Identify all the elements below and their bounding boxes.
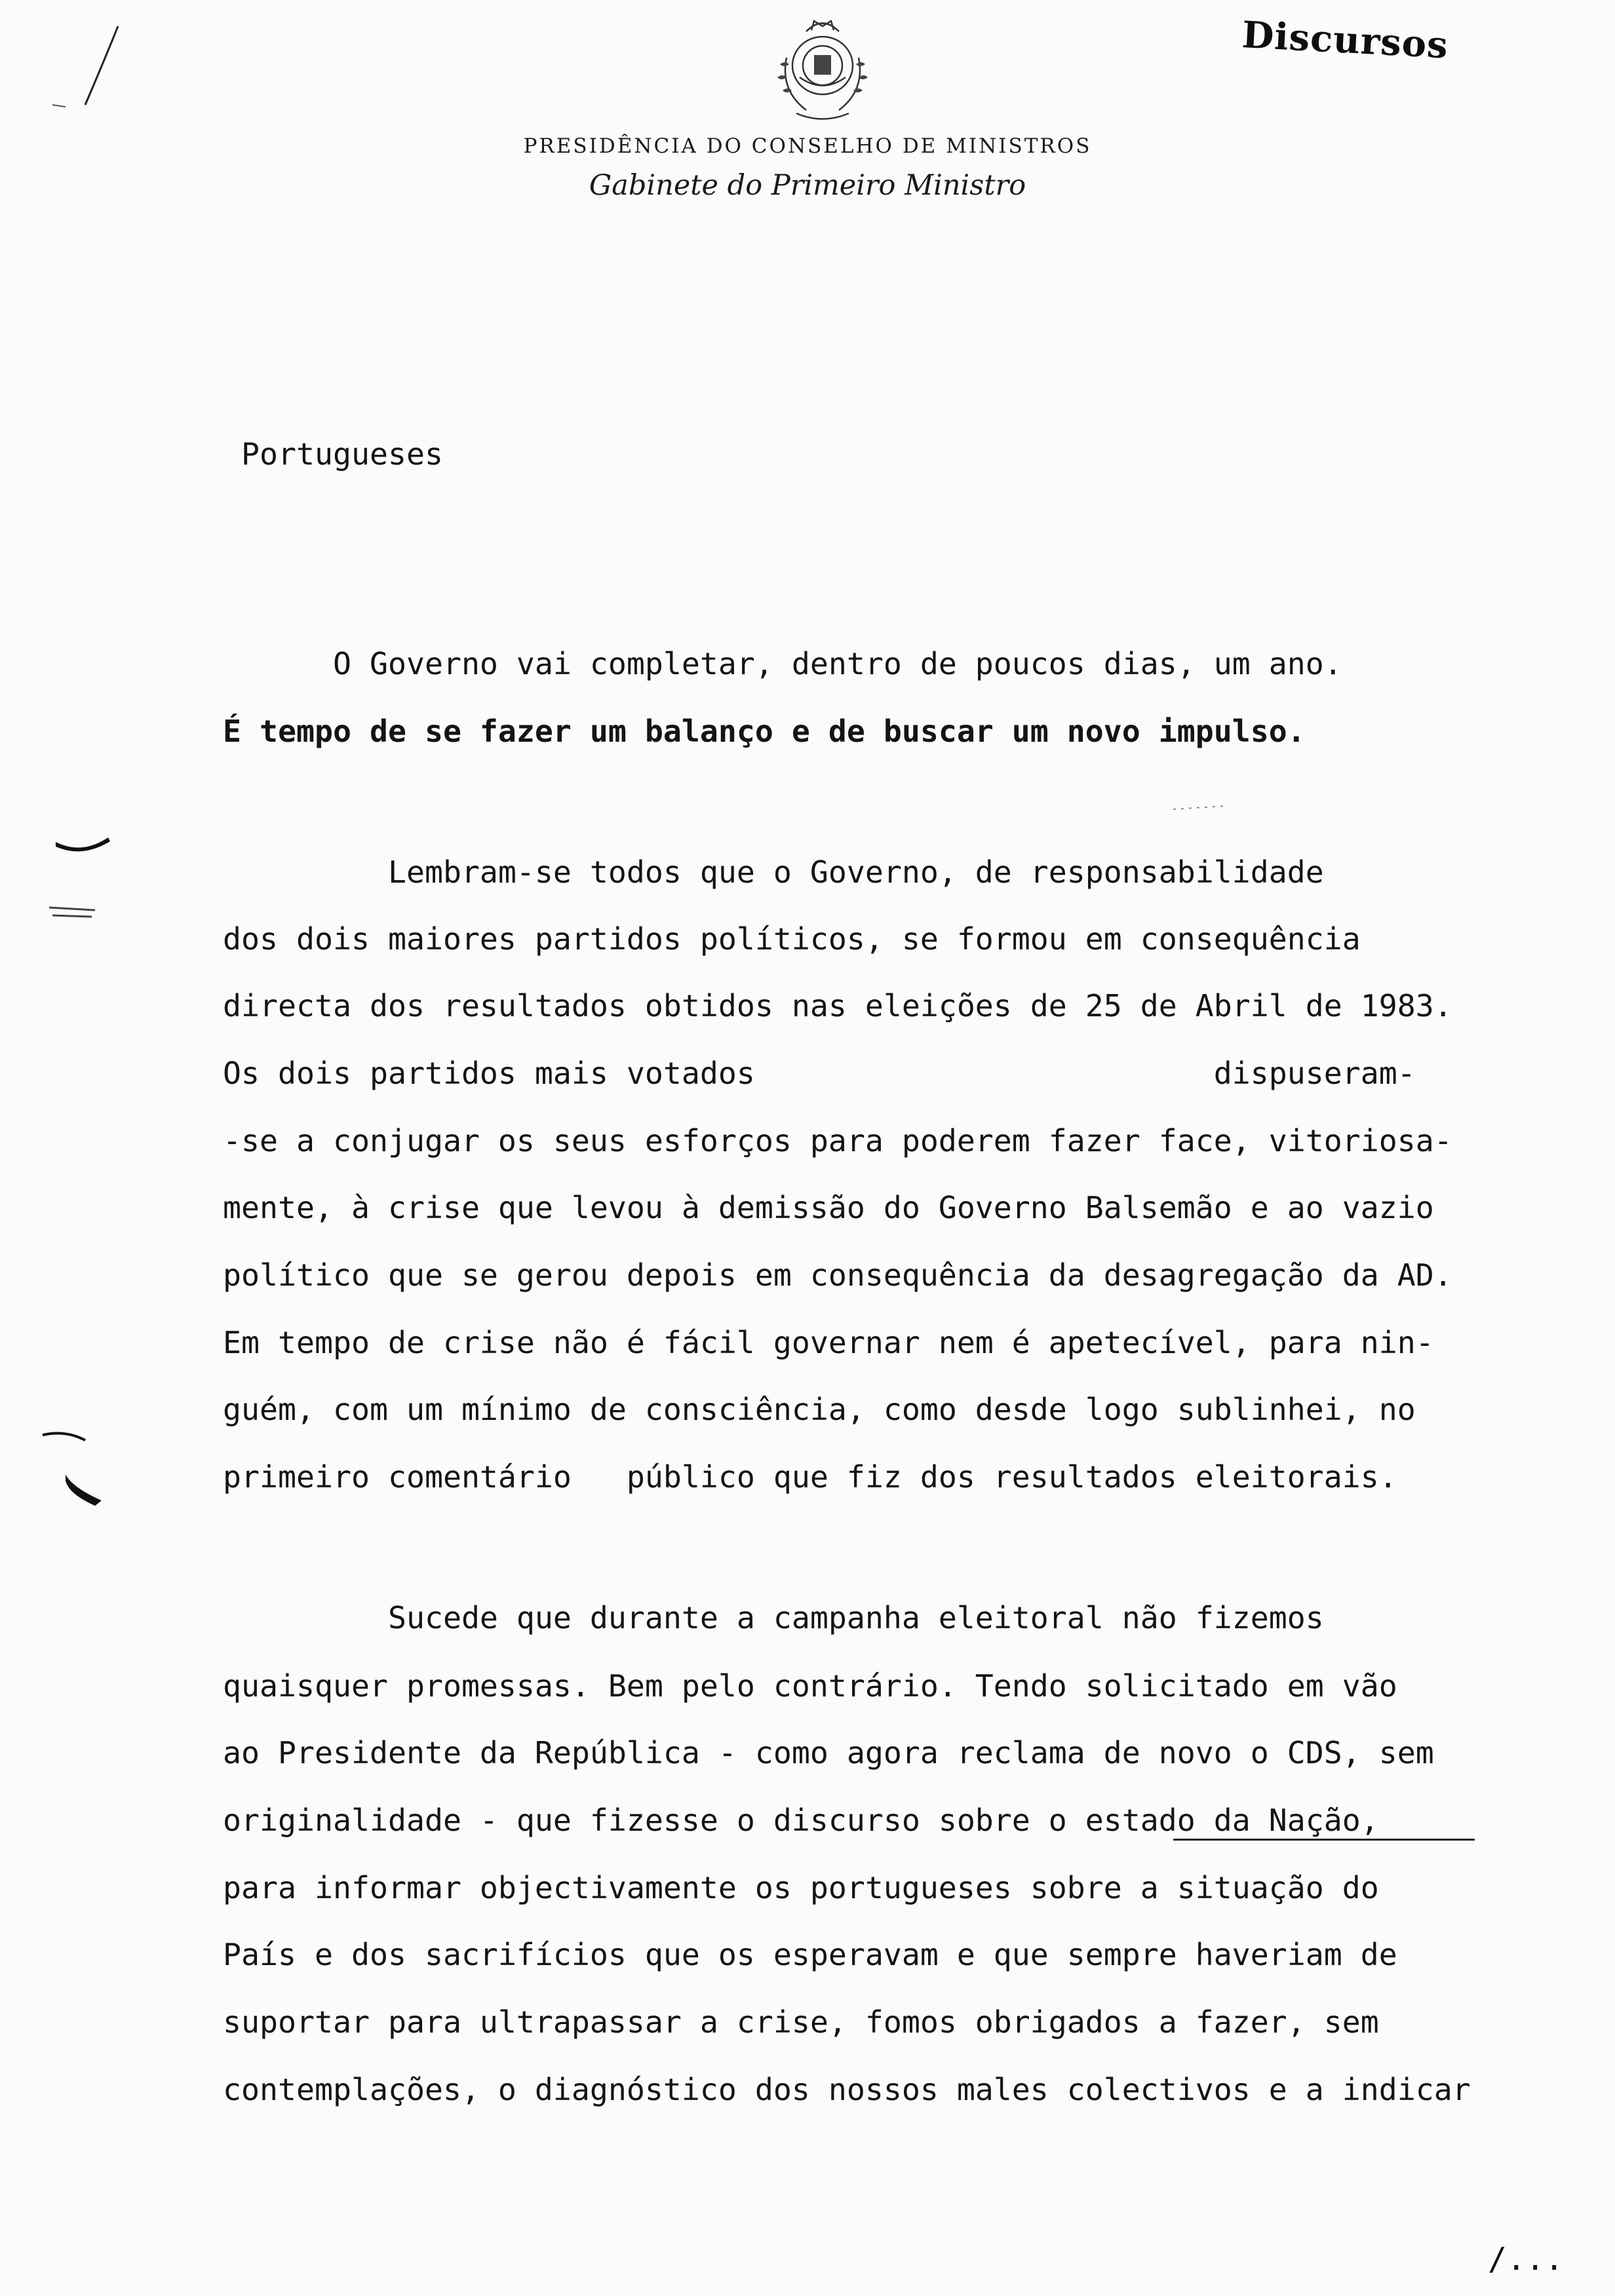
- paragraph-line: contemplações, o diagnóstico dos nossos males colectivos e a indicar: [223, 2072, 1471, 2107]
- paragraph-line: Lembram-se todos que o Governo, de responsabilidade: [223, 854, 1324, 890]
- scan-artifact-mark: [39, 1428, 118, 1514]
- paragraph-line: guém, com um mínimo de consciência, como desde logo sublinhei, no: [223, 1392, 1416, 1427]
- paragraph-line: mente, à crise que levou à demissão do Governo Balsemão e ao vazio: [223, 1190, 1434, 1225]
- scan-artifact-mark: [52, 832, 111, 858]
- paragraph-line: dos dois maiores partidos políticos, se formou em consequência: [223, 921, 1361, 957]
- page-continuation-marker: /...: [1488, 2241, 1564, 2278]
- paragraph-line: suportar para ultrapassar a crise, fomos obrigados a fazer, sem: [223, 2004, 1379, 2040]
- coat-of-arms-icon: [760, 12, 885, 126]
- salutation: Portugueses: [241, 436, 443, 472]
- paragraph-line: É tempo de se fazer um balanço e de buscar um novo impulso.: [223, 714, 1306, 749]
- paragraph-line: político que se gerou depois em consequência da desagregação da AD.: [223, 1257, 1452, 1293]
- paragraph-line: Os dois partidos mais votados dispuseram-: [223, 1056, 1416, 1091]
- paragraph-line: para informar objectivamente os portugueses sobre a situação do: [223, 1870, 1379, 1905]
- paragraph-line: primeiro comentário público que fiz dos resultados eleitorais.: [223, 1459, 1397, 1495]
- paragraph-line: Em tempo de crise não é fácil governar nem é apetecível, para nin-: [223, 1325, 1434, 1360]
- paragraph-line: ao Presidente da República - como agora reclama de novo o CDS, sem: [223, 1735, 1434, 1770]
- paragraph-line: -se a conjugar os seus esforços para poderem fazer face, vitoriosa-: [223, 1123, 1452, 1158]
- paragraph-line: País e dos sacrifícios que os esperavam e que sempre haveriam de: [223, 1937, 1397, 1972]
- paragraph-line: Sucede que durante a campanha eleitoral não fizemos: [223, 1600, 1324, 1636]
- paragraph-line: O Governo vai completar, dentro de poucos dias, um ano.: [223, 646, 1342, 681]
- emphasis-underline: [1173, 1839, 1475, 1841]
- scan-artifact-dots: [1167, 799, 1232, 819]
- paragraph-line: quaisquer promessas. Bem pelo contrário. Tendo solicitado em vão: [223, 1668, 1397, 1704]
- scan-artifact-line: [46, 901, 98, 921]
- letterhead-subtitle: Gabinete do Primeiro Ministro: [589, 169, 1026, 202]
- handwritten-annotation: Discursos: [1241, 13, 1450, 67]
- letterhead-title: PRESIDÊNCIA DO CONSELHO DE MINISTROS: [523, 134, 1092, 158]
- margin-pen-stroke: [39, 20, 131, 111]
- paragraph-line: originalidade - que fizesse o discurso sobre o estado da Nação,: [223, 1803, 1379, 1838]
- paragraph-line: directa dos resultados obtidos nas eleições de 25 de Abril de 1983.: [223, 988, 1452, 1024]
